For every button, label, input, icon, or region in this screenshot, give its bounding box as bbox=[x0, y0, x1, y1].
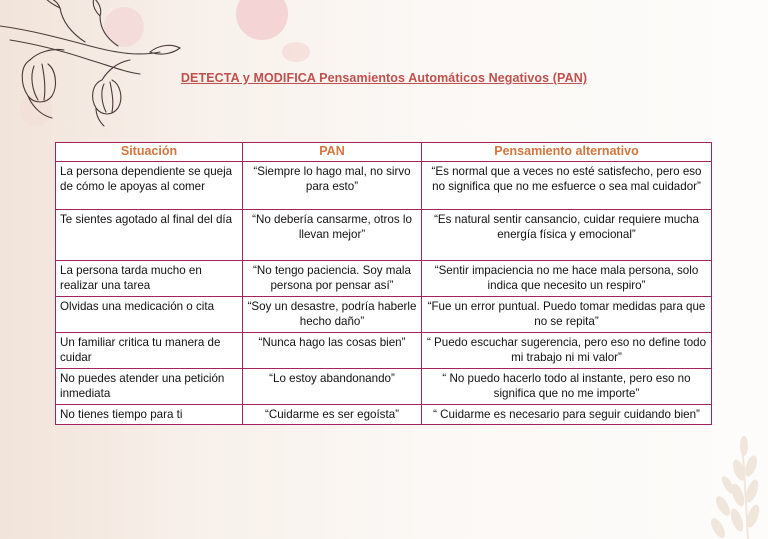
cell-alternativo: “Fue un error puntual. Puedo tomar medidas para que no se repita” bbox=[422, 296, 712, 332]
table-row bbox=[56, 404, 712, 425]
cell-situacion: Te sientes agotado al final del día bbox=[56, 209, 243, 260]
pink-blob-icon bbox=[20, 94, 52, 126]
header-pensamiento-alternativo: Pensamiento alternativo bbox=[422, 143, 712, 162]
table-row bbox=[56, 260, 712, 296]
header-pan: PAN bbox=[243, 143, 422, 162]
cell-alternativo: “Sentir impaciencia no me hace mala persona, solo indica que necesito un respiro” bbox=[422, 260, 712, 296]
header-situacion: Situación bbox=[56, 143, 243, 162]
cell-alternativo: “ No puedo hacerlo todo al instante, pero eso no significa que no me importe” bbox=[422, 368, 712, 404]
cell-alternativo: “ Puedo escuchar sugerencia, pero eso no define todo mi trabajo ni mi valor” bbox=[422, 332, 712, 368]
cell-alternativo: “Es normal que a veces no esté satisfecho, pero eso no significa que no me esfuerce o sea mal cuidador” bbox=[422, 161, 712, 209]
cell-situacion: La persona dependiente se queja de cómo le apoyas al comer bbox=[56, 161, 243, 209]
table-header-row bbox=[56, 143, 712, 162]
table-row bbox=[56, 332, 712, 368]
wheat-icon bbox=[708, 436, 762, 539]
cell-situacion: Olvidas una medicación o cita bbox=[56, 296, 243, 332]
cell-pan: “No debería cansarme, otros lo llevan mejor” bbox=[243, 209, 422, 260]
cell-situacion: Un familiar critica tu manera de cuidar bbox=[56, 332, 243, 368]
pink-blob-icon bbox=[282, 42, 310, 62]
cell-pan: “Siempre lo hago mal, no sirvo para esto” bbox=[243, 161, 422, 209]
cell-pan: “Nunca hago las cosas bien” bbox=[243, 332, 422, 368]
pink-blob-icon bbox=[104, 7, 144, 47]
cell-pan: “No tengo paciencia. Soy mala persona por pensar así” bbox=[243, 260, 422, 296]
cell-pan: “Lo estoy abandonando” bbox=[243, 368, 422, 404]
table-row bbox=[56, 209, 712, 260]
cell-pan: “Soy un desastre, podría haberle hecho daño” bbox=[243, 296, 422, 332]
pan-table bbox=[55, 142, 712, 425]
cell-situacion: No tienes tiempo para ti bbox=[56, 404, 243, 425]
cell-situacion: No puedes atender una petición inmediata bbox=[56, 368, 243, 404]
table-row bbox=[56, 161, 712, 209]
cell-pan: “Cuidarme es ser egoísta” bbox=[243, 404, 422, 425]
cell-alternativo: “ Cuidarme es necesario para seguir cuidando bien” bbox=[422, 404, 712, 425]
pink-blob-icon bbox=[236, 0, 288, 40]
table-row bbox=[56, 296, 712, 332]
page-title: DETECTA y MODIFICA Pensamientos Automáticos Negativos (PAN) bbox=[180, 71, 588, 85]
table-row bbox=[56, 368, 712, 404]
flower-branch-icon bbox=[0, 0, 180, 126]
cell-alternativo: “Es natural sentir cansancio, cuidar requiere mucha energía física y emocional” bbox=[422, 209, 712, 260]
cell-situacion: La persona tarda mucho en realizar una tarea bbox=[56, 260, 243, 296]
